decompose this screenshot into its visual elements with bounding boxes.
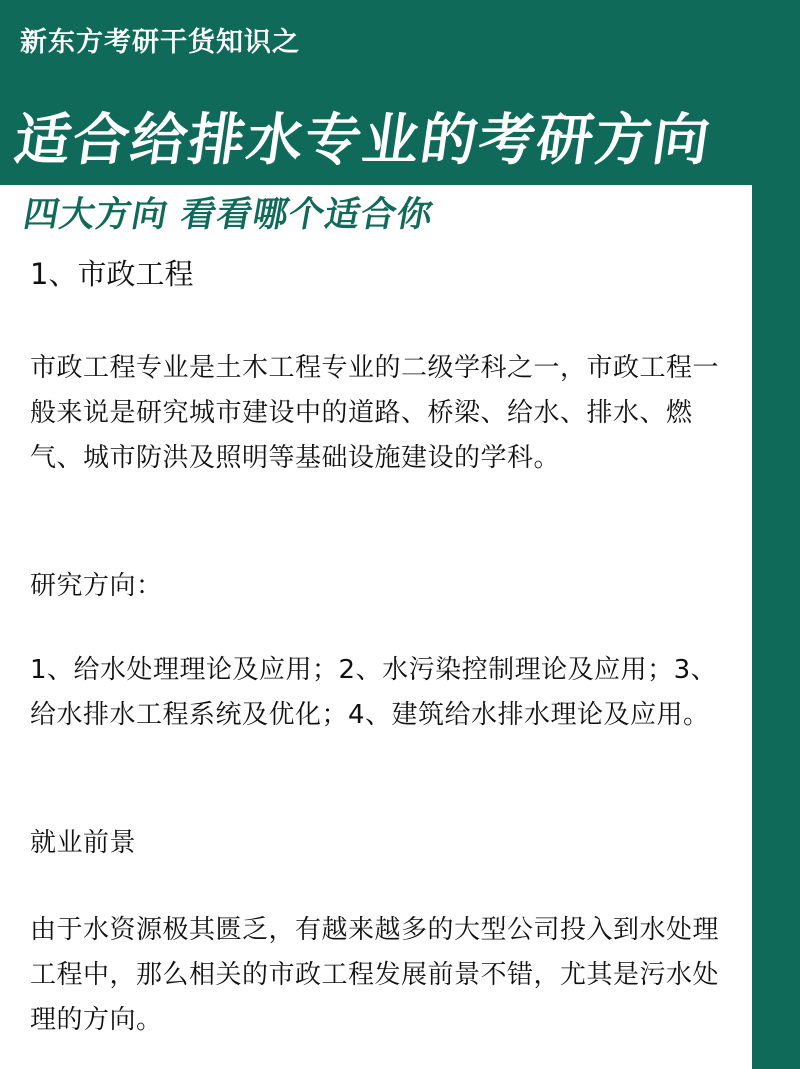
section-heading: 1、市政工程 xyxy=(30,257,194,291)
employment-label: 就业前景 xyxy=(30,828,137,858)
employment-paragraph: 由于水资源极其匮乏，有越来越多的大型公司投入到水处理工程中，那么相关的市政工程发展前景不错，尤其是污水处理的方向。 xyxy=(30,915,720,1035)
research-items-paragraph: 1、给水处理理论及应用；2、水污染控制理论及应用；3、给水排水工程系统及优化；4、建筑给水排水理论及应用。 xyxy=(30,655,718,730)
subtitle: 四大方向 看看哪个适合你 xyxy=(20,195,437,235)
main-title: 适合给排水专业的考研方向 xyxy=(10,108,716,173)
series-title: 新东方考研干货知识之 xyxy=(20,27,300,58)
research-label: 研究方向： xyxy=(30,571,163,601)
intro-paragraph: 市政工程专业是土木工程专业的二级学科之一，市政工程一般来说是研究城市建设中的道路、桥梁、给水、排水、燃气、城市防洪及照明等基础设施建设的学科。 xyxy=(30,353,720,473)
